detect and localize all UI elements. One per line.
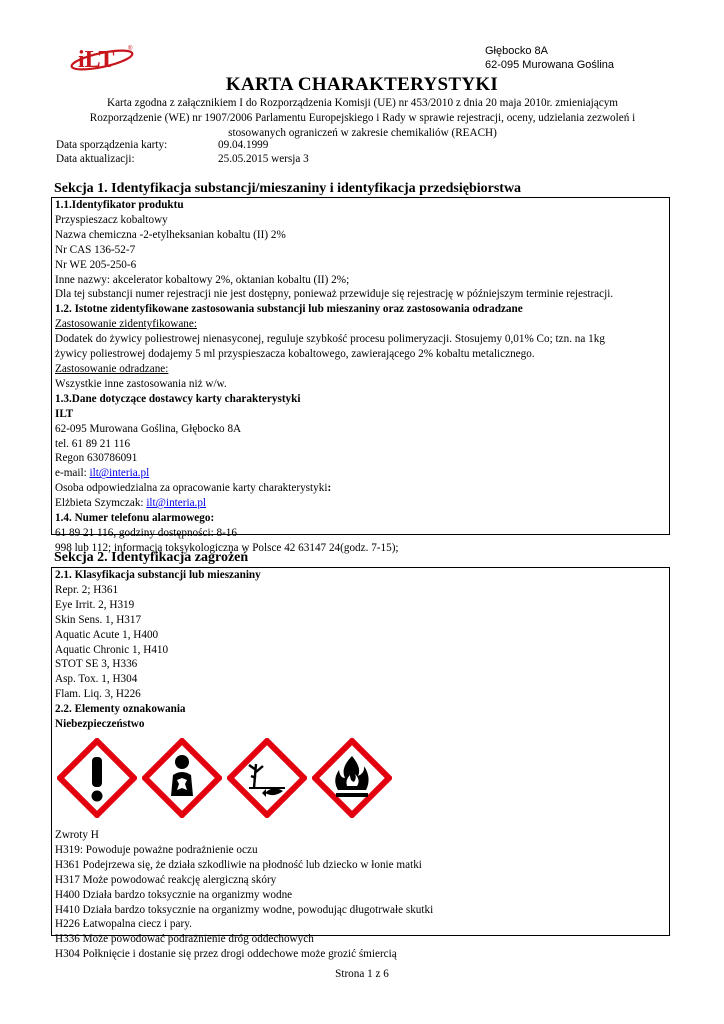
other-names: Inne nazwy: akcelerator kobaltowy 2%, oktanian kobaltu (II) 2%; <box>55 273 350 286</box>
classification-item: Flam. Liq. 3, H226 <box>55 688 141 701</box>
emergency-phone-info: 998 lub 112; informacja toksykologiczna w Polsce 42 63147 24(godz. 7-15); <box>55 541 399 554</box>
classification-item: Repr. 2; H361 <box>55 583 119 596</box>
section-1-box <box>51 197 670 554</box>
ghs-pictograms <box>57 738 666 820</box>
identified-use-text: Dodatek do żywicy poliestrowej nienasyconej, reguluje szybkość procesu polimeryzacji. Stosujemy 0,01% Co; tzn. na 1kg <box>55 333 605 346</box>
email-link[interactable]: ilt@interia.pl <box>89 467 150 480</box>
responsible-colon: : <box>327 482 332 495</box>
section-2-heading: Sekcja 2. Identyfikacja zagrożeń <box>54 550 249 565</box>
intro-line: Karta zgodna z załącznikiem I do Rozporządzenia Komisji (UE) nr 453/2010 z dnia 20 maja 2010r. zmieniającym <box>106 97 619 109</box>
address-line-1: Głębocko 8A <box>485 45 548 57</box>
environment-icon <box>227 738 307 818</box>
responsible-label: Osoba odpowiedzialna za opracowanie karty charakterystyki <box>55 482 328 495</box>
h-statement: H410 Działa bardzo toksycznie na organizmy wodne, powodując długotrwałe skutki <box>55 903 434 916</box>
signal-word: Niebezpieczeństwo <box>55 718 145 731</box>
h-statement: H319: Powoduje poważne podrażnienie oczu <box>55 843 258 856</box>
intro-line: stosowanych ograniczeń w zakresie chemikaliów (REACH) <box>228 127 497 139</box>
regulation-intro <box>40 96 685 141</box>
subsection-1-4-heading: 1.4. Numer telefonu alarmowego: <box>55 512 215 525</box>
supplier-phone: tel. 61 89 21 116 <box>55 437 131 450</box>
document-dates <box>56 138 309 166</box>
page-number: Strona 1 z 6 <box>335 968 389 980</box>
date-created-label: Data sporządzenia karty: <box>56 139 168 151</box>
date-updated-label: Data aktualizacji: <box>56 153 135 165</box>
flame-icon <box>312 738 392 818</box>
h-statement: H400 Działa bardzo toksycznie na organizmy wodne <box>55 888 293 901</box>
company-address <box>485 44 614 72</box>
identified-use-label: Zastosowanie zidentyfikowane: <box>55 318 197 331</box>
h-statement: H336 Może powodować podrażnienie dróg oddechowych <box>55 933 314 946</box>
health-hazard-icon <box>142 738 222 818</box>
classification-item: Eye Irrit. 2, H319 <box>55 598 135 611</box>
company-logo <box>68 40 140 76</box>
h-statement: H361 Podejrzewa się, że działa szkodliwie na płodność lub dziecko w łonie matki <box>55 858 422 871</box>
h-statement: H304 Połknięcie i dostanie się przez drogi oddechowe może grozić śmiercią <box>55 948 397 961</box>
svg-text:®: ® <box>128 46 133 52</box>
discouraged-use-label: Zastosowanie odradzane: <box>55 362 169 375</box>
document-title: KARTA CHARAKTERYSTYKI <box>225 74 499 95</box>
identified-use-text: żywicy poliestrowej dodajemy 5 ml przyspieszacza kobaltowego, zawierającego 2% kobaltu metalicznego. <box>55 348 535 361</box>
cas-number: Nr CAS 136-52-7 <box>55 243 136 256</box>
h-statement: H317 Może powodować reakcję alergiczną skóry <box>55 873 277 886</box>
classification-item: STOT SE 3, H336 <box>55 658 138 671</box>
date-updated-value: 25.05.2015 wersja 3 <box>218 153 309 165</box>
subsection-2-2-heading: 2.2. Elementy oznakowania <box>55 703 186 716</box>
email-label: e-mail: <box>55 467 90 480</box>
subsection-2-1-heading: 2.1. Klasyfikacja substancji lub mieszaniny <box>55 569 261 581</box>
product-name: Przyspieszacz kobaltowy <box>55 213 168 226</box>
intro-line: Rozporządzenie (WE) nr 1907/2006 Parlamentu Europejskiego i Rady w sprawie rejestracji, oceny, udzielania zezwoleń i <box>89 112 636 124</box>
responsible-person-label-row <box>55 481 666 496</box>
date-created-value: 09.04.1999 <box>218 139 269 151</box>
subsection-1-1-heading: 1.1.Identyfikator produktu <box>55 199 184 211</box>
exclamation-mark-icon <box>57 738 137 818</box>
section-2-box <box>51 567 670 961</box>
discouraged-use-text: Wszystkie inne zastosowania niż w/w. <box>55 377 227 390</box>
responsible-name: Elżbieta Szymczak: <box>55 497 147 510</box>
subsection-1-2-heading: 1.2. Istotne zidentyfikowane zastosowania substancji lub mieszaniny oraz zastosowania odradzane <box>55 303 523 316</box>
subsection-1-3-heading: 1.3.Dane dotyczące dostawcy karty charakterystyki <box>55 392 301 405</box>
registration-note: Dla tej substancji numer rejestracji nie jest dostępny, ponieważ przewiduje się rejestrację w późniejszym terminie rejestracji. <box>55 288 614 301</box>
supplier-regon: Regon 630786091 <box>55 452 138 465</box>
classification-item: Aquatic Chronic 1, H410 <box>55 643 169 656</box>
h-statements-heading: Zwroty H <box>55 828 99 841</box>
we-number: Nr WE 205-250-6 <box>55 258 137 271</box>
h-statement: H226 Łatwopalna ciecz i pary. <box>55 918 192 931</box>
classification-item: Aquatic Acute 1, H400 <box>55 628 159 641</box>
svg-text:iLT: iLT <box>78 47 115 73</box>
supplier-name: ILT <box>55 407 74 420</box>
chemical-name: Nazwa chemiczna -2-etylheksanian kobaltu (II) 2% <box>55 228 286 241</box>
section-1-heading: Sekcja 1. Identyfikacja substancji/mieszaniny i identyfikacja przedsiębiorstwa <box>54 181 522 196</box>
supplier-email-row <box>55 466 666 481</box>
emergency-phone: 61 89 21 116, godziny dostępności: 8-16 <box>55 526 237 539</box>
classification-item: Asp. Tox. 1, H304 <box>55 673 138 686</box>
classification-item: Skin Sens. 1, H317 <box>55 613 142 626</box>
responsible-email-link[interactable]: ilt@interia.pl <box>146 497 207 510</box>
responsible-person-row <box>55 496 666 511</box>
address-line-2: 62-095 Murowana Goślina <box>485 59 615 71</box>
supplier-address: 62-095 Murowana Goślina, Głębocko 8A <box>55 422 242 435</box>
